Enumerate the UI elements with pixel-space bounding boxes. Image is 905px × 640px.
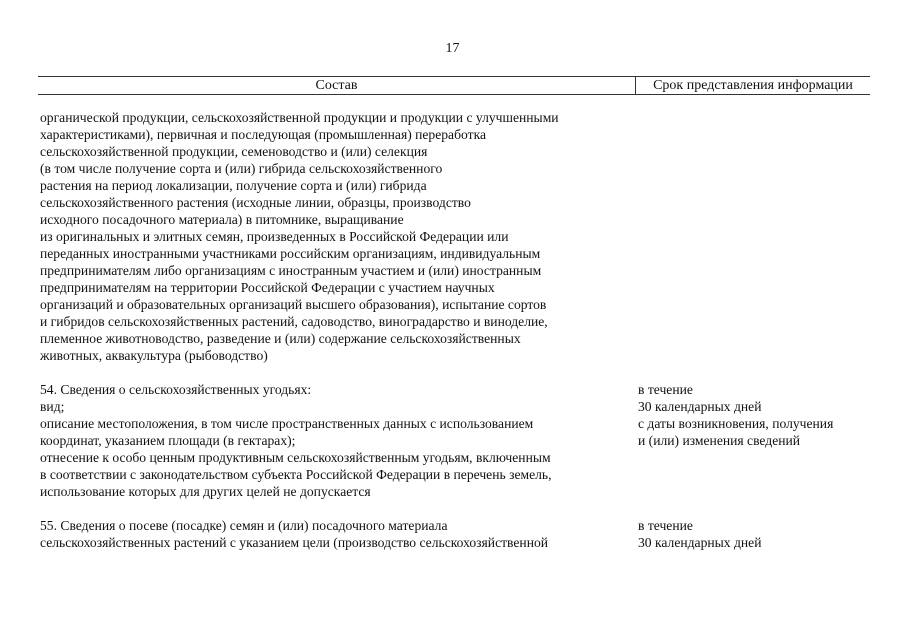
row-spacer: [40, 500, 870, 517]
deadline-line: 30 календарных дней: [638, 399, 762, 414]
item-55-title: 55. Сведения о посеве (посадке) семян и (или) посадочного материала: [40, 518, 448, 533]
text-line: из оригинальных и элитных семян, произведенных в Российской Федерации или: [40, 229, 509, 244]
column-header-composition: Состав: [38, 77, 636, 94]
deadline-line: с даты возникновения, получения: [638, 416, 834, 431]
text-line: исходного посадочного материала) в питомнике, выращивание: [40, 212, 404, 227]
text-line: сельскохозяйственных растений с указанием цели (производство сельскохозяйственной: [40, 535, 549, 550]
text-line: предпринимателям либо организациям с иностранным участием и (или) иностранным: [40, 263, 542, 278]
text-line: животных, аквакультура (рыбоводство): [40, 348, 268, 363]
column-header-deadline: Срок представления информации: [653, 78, 853, 93]
text-line: племенное животноводство, разведение и (или) содержание сельскохозяйственных: [40, 331, 521, 346]
table-row-55: [40, 517, 870, 551]
row-spacer: [40, 364, 870, 381]
text-line: координат, указанием площади (в гектарах);: [40, 433, 296, 448]
text-line: отнесение к особо ценным продуктивным сельскохозяйственным угодьям, включенным: [40, 450, 551, 465]
table-row-54: [40, 381, 870, 500]
deadline-line: в течение: [638, 382, 693, 397]
text-line: описание местоположения, в том числе пространственных данных с использованием: [40, 416, 534, 431]
text-line: органической продукции, сельскохозяйственной продукции и продукции с улучшенными: [40, 110, 559, 125]
text-line: и гибридов сельскохозяйственных растений, садоводство, виноградарство и виноделие,: [40, 314, 548, 329]
table-header: [38, 76, 870, 95]
text-line: сельскохозяйственной продукции, семеноводство и (или) селекция: [40, 144, 428, 159]
item-55-deadline: [638, 517, 870, 551]
continuation-text: [40, 109, 630, 364]
text-line: предпринимателям на территории Российской Федерации с участием научных: [40, 280, 495, 295]
text-line: (в том числе получение сорта и (или) гибрида сельскохозяйственного: [40, 161, 443, 176]
item-55-composition: [40, 517, 630, 551]
text-line: использование которых для других целей не допускается: [40, 484, 371, 499]
deadline-line: 30 календарных дней: [638, 535, 762, 550]
item-54-deadline: [638, 381, 870, 449]
text-line: в соответствии с законодательством субъекта Российской Федерации в перечень земель,: [40, 467, 552, 482]
text-line: сельскохозяйственного растения (исходные линии, образцы, производство: [40, 195, 471, 210]
page-number: 17: [445, 41, 460, 56]
text-line: организаций и образовательных организаций высшего образования), испытание сортов: [40, 297, 547, 312]
text-line: вид;: [40, 399, 65, 414]
deadline-line: и (или) изменения сведений: [638, 433, 801, 448]
item-54-composition: [40, 381, 630, 500]
table-body: [40, 109, 870, 551]
text-line: растения на период локализации, получение сорта и (или) гибрида: [40, 178, 427, 193]
text-line: характеристиками), первичная и последующая (промышленная) переработка: [40, 127, 486, 142]
text-line: переданных иностранными участниками российским организациям, индивидуальным: [40, 246, 541, 261]
deadline-line: в течение: [638, 518, 693, 533]
continuation-row: [40, 109, 870, 364]
item-54-title: 54. Сведения о сельскохозяйственных угодьях:: [40, 382, 312, 397]
